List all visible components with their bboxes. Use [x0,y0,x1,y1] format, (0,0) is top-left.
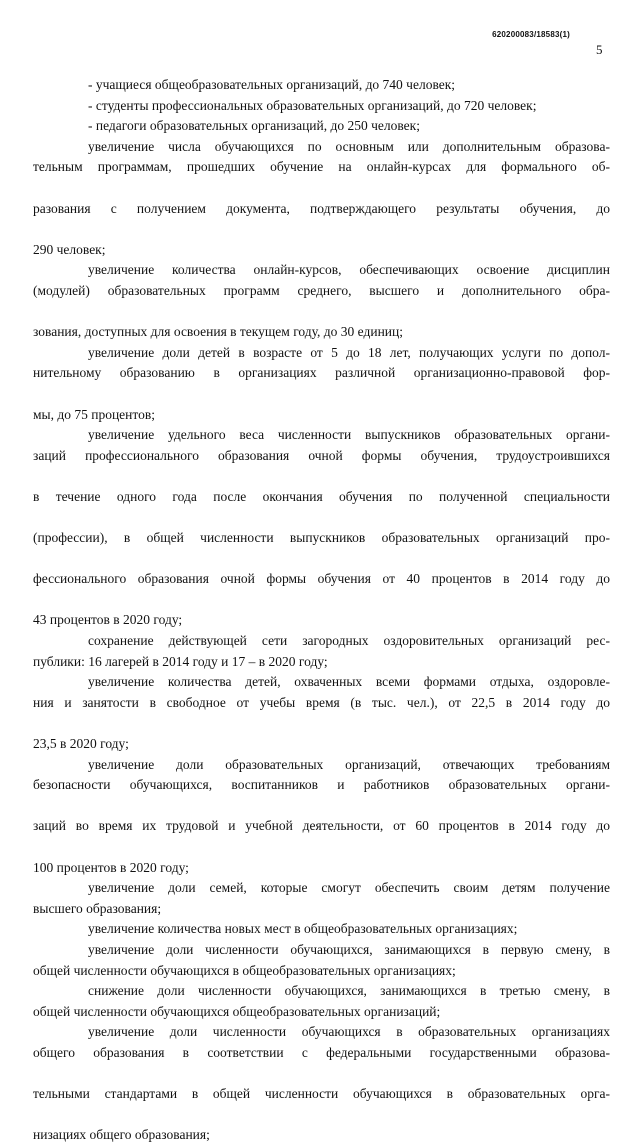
paragraph-line: общей численности обучающихся в общеобразовательных организациях; [33,962,456,978]
paragraph [33,755,610,879]
paragraph-first-line: увеличение числа обучающихся по основным или дополнительным образова- [88,138,610,154]
paragraph-line: разования с получением документа, подтверждающего результаты обучения, до [33,200,610,216]
paragraph [88,75,610,96]
paragraph [33,343,610,425]
paragraph-line: в течение одного года после окончания обучения по полученной специальности [33,488,610,504]
paragraph-line: общей численности обучающихся общеобразовательных организаций; [33,1003,441,1019]
paragraph-line: безопасности обучающихся, воспитанников и работников образовательных органи- [33,777,610,793]
paragraph-line: зования, доступных для освоения в текущем году, до 30 единиц; [33,324,403,340]
paragraph-first-line: увеличение доли детей в возрасте от 5 до 18 лет, получающих услуги по допол- [88,344,610,360]
paragraph-line: заций во время их трудовой и учебной деятельности, от 60 процентов в 2014 году до [33,818,610,834]
paragraph-line: ния и занятости в свободное от учебы время (в тыс. чел.), от 22,5 в 2014 году до [33,694,610,710]
paragraph [33,260,610,342]
paragraph-first-line: - педагоги образовательных организаций, до 250 человек; [88,118,420,134]
paragraph [88,96,610,117]
paragraph-line: низациях общего образования; [33,1127,210,1143]
paragraph-line: (модулей) образовательных программ среднего, высшего и дополнительного обра- [33,282,610,298]
paragraph [88,116,610,137]
page-number: 5 [596,42,603,57]
paragraph [33,672,610,754]
paragraph-line: фессионального образования очной формы обучения от 40 процентов в 2014 году до [33,571,610,587]
paragraph-first-line: увеличение количества новых мест в общеобразовательных организациях; [88,921,518,937]
paragraph-line: публики: 16 лагерей в 2014 году и 17 – в 2020 году; [33,653,328,669]
paragraph-line: 290 человек; [33,241,106,257]
paragraph-line: 100 процентов в 2020 году; [33,859,189,875]
paragraph [33,137,610,261]
paragraph-line: нительному образованию в организациях различной организационно-правовой фор- [33,365,610,381]
paragraph-line: 23,5 в 2020 году; [33,736,129,751]
paragraph [33,878,610,919]
paragraph [88,919,610,940]
paragraph [33,940,610,981]
paragraph-first-line: - студенты профессиональных образовательных организаций, до 720 человек; [88,97,537,113]
paragraph-first-line: увеличение доли образовательных организаций, отвечающих требованиям [88,756,610,772]
paragraph [33,631,610,672]
paragraph-line: мы, до 75 процентов; [33,406,155,422]
paragraph-first-line: увеличение количества детей, охваченных всеми формами отдыха, оздоровле- [88,674,610,690]
document-body [33,75,610,1146]
paragraph-line: тельными стандартами в общей численности обучающихся в образовательных орга- [33,1086,610,1102]
paragraph [33,981,610,1022]
paragraph-first-line: увеличение количества онлайн-курсов, обеспечивающих освоение дисциплин [88,262,610,278]
paragraph-line: высшего образования; [33,900,162,916]
document-id: 620200083/18583(1) [492,30,570,39]
paragraph-line: 43 процентов в 2020 году; [33,612,183,628]
paragraph-first-line: сохранение действующей сети загородных оздоровительных организаций рес- [88,633,610,649]
paragraph-first-line: увеличение доли семей, которые смогут обеспечить своим детям получение [88,880,610,896]
paragraph-line: общего образования в соответствии с федеральными государственными образова- [33,1044,610,1060]
paragraph [33,1022,610,1146]
paragraph-first-line: увеличение доли численности обучающихся в образовательных организациях [88,1024,610,1040]
paragraph [33,425,610,631]
paragraph-first-line: увеличение удельного веса численности выпускников образовательных органи- [88,427,610,443]
paragraph-first-line: - учащиеся общеобразовательных организаций, до 740 человек; [88,77,456,92]
paragraph-first-line: увеличение доли численности обучающихся, занимающихся в первую смену, в [88,941,610,957]
paragraph-line: тельным программам, прошедших обучение на онлайн-курсах для формального об- [33,159,610,175]
paragraph-line: заций профессионального образования очной формы обучения, трудоустроившихся [33,447,610,463]
paragraph-first-line: снижение доли численности обучающихся, занимающихся в третью смену, в [88,983,610,999]
paragraph-line: (профессии), в общей численности выпускников образовательных организаций про- [33,530,610,546]
